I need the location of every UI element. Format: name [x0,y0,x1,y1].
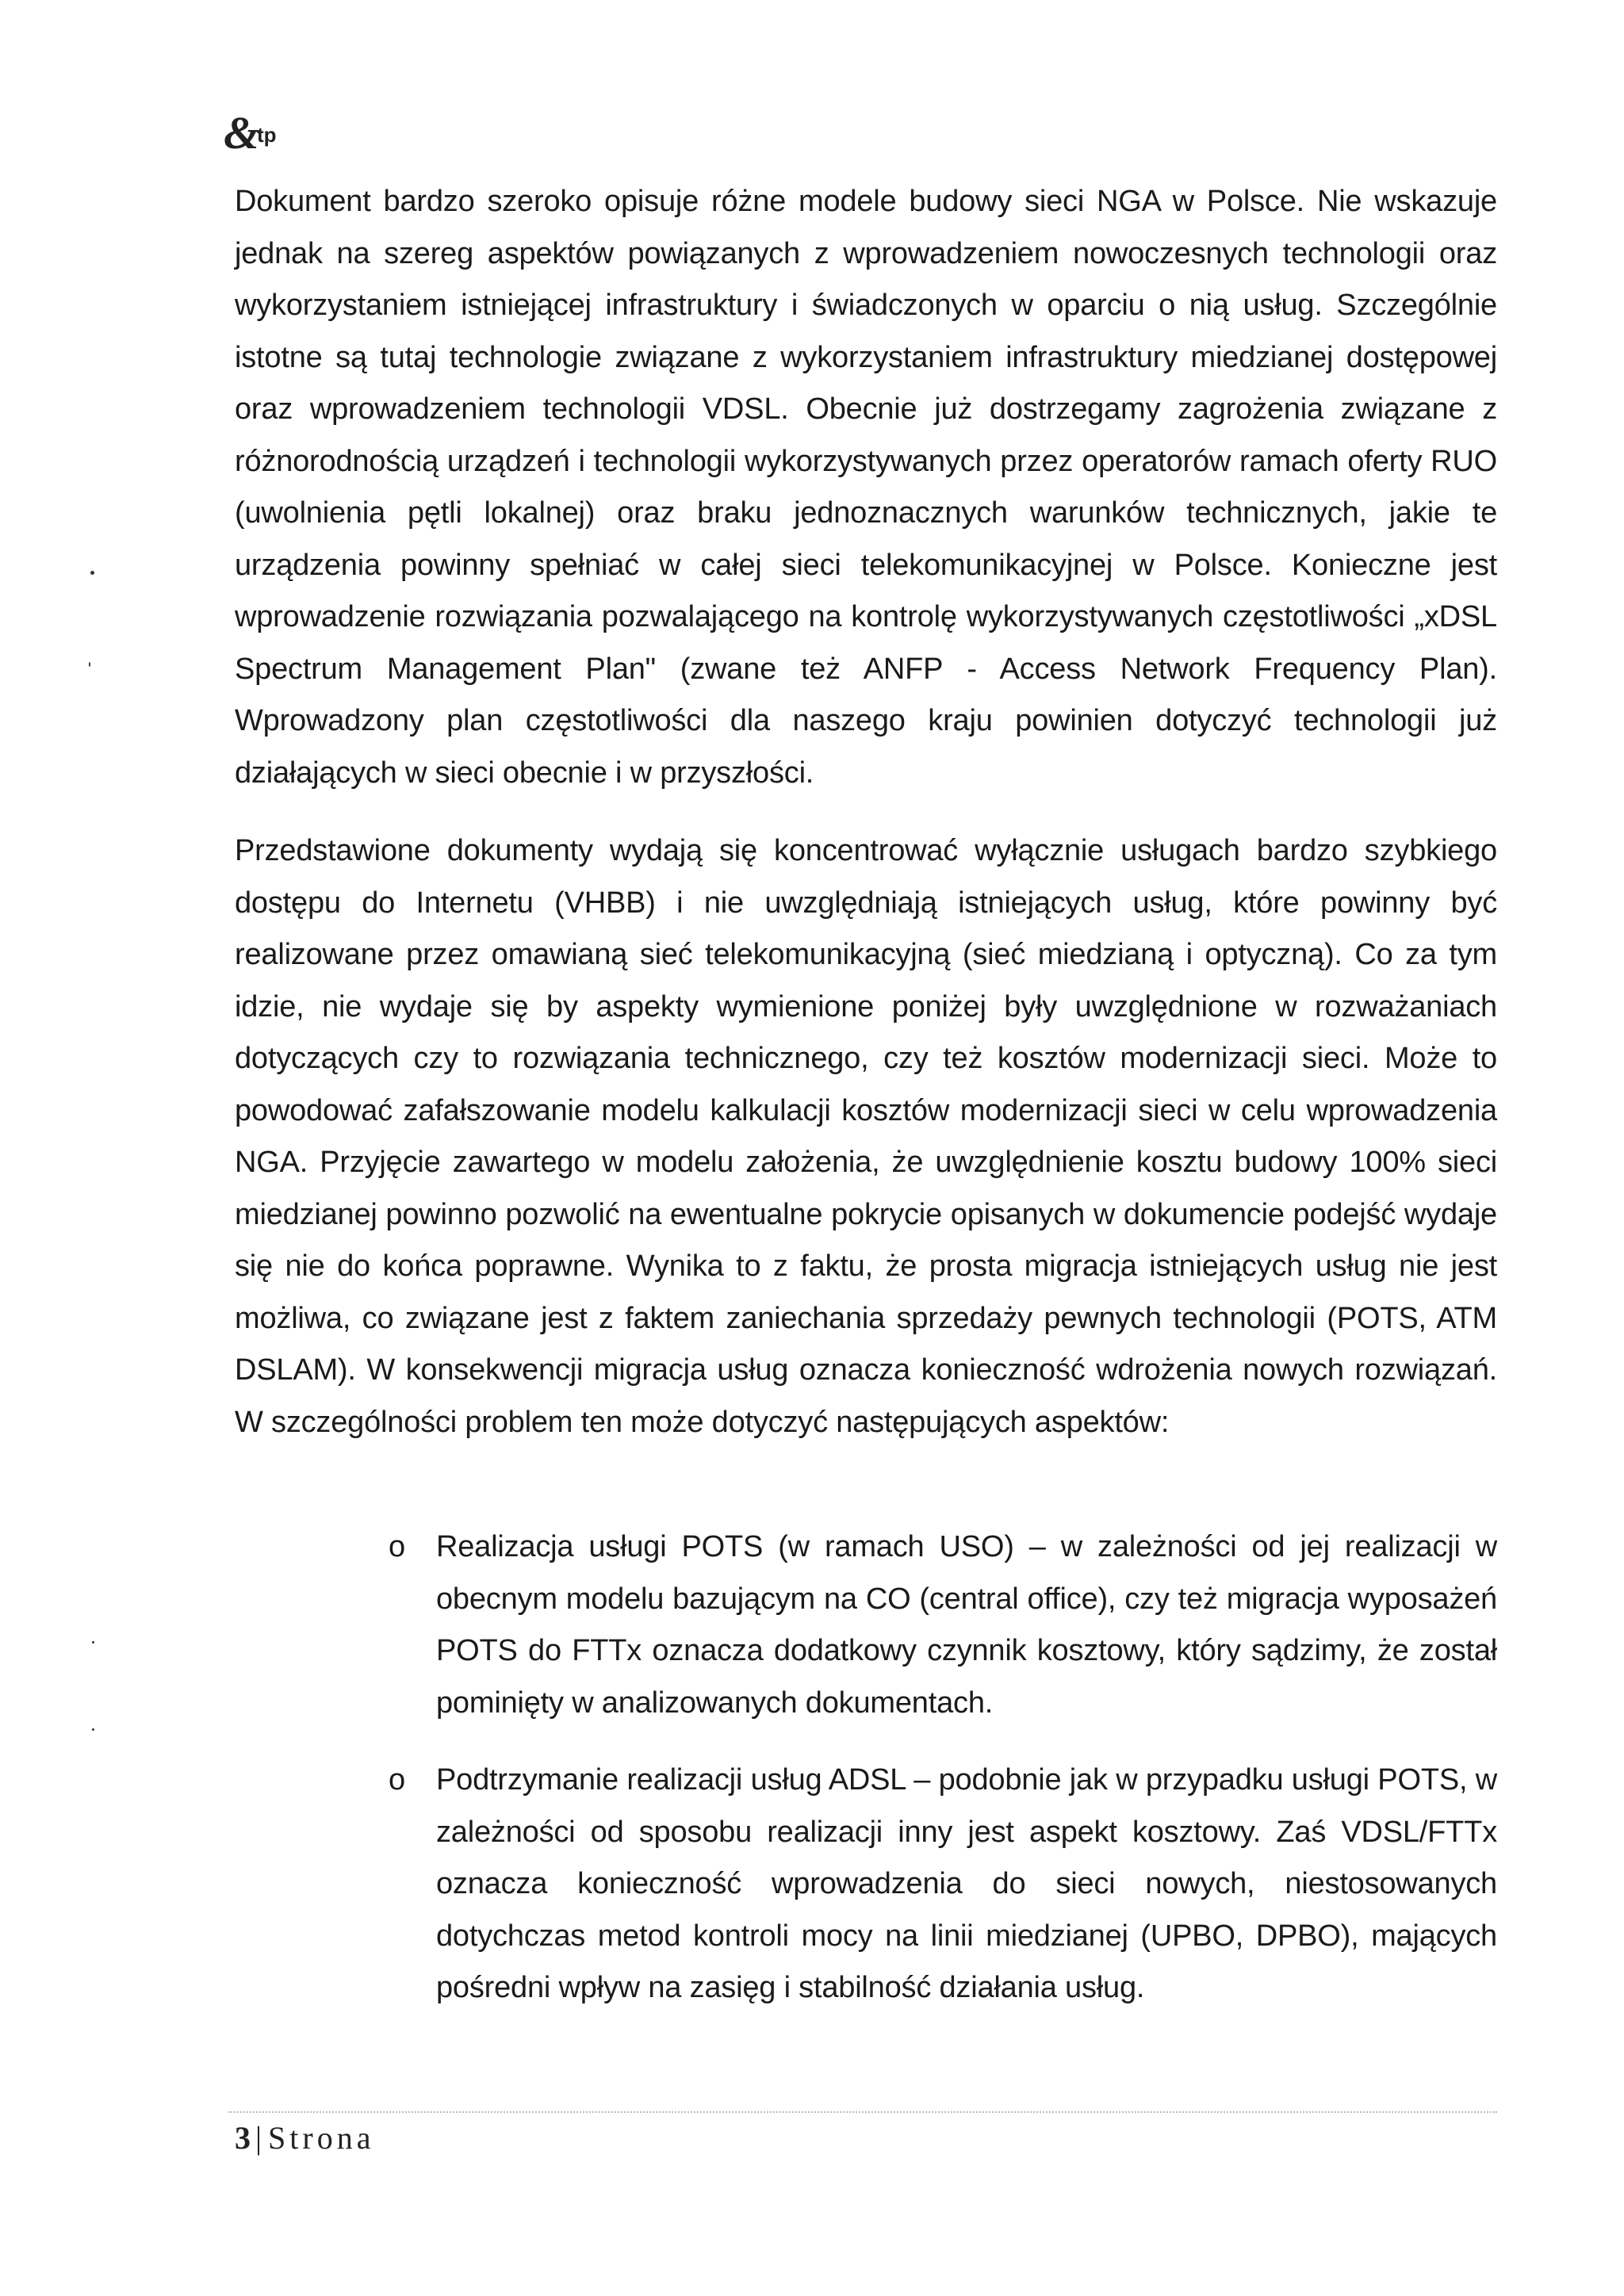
body-paragraph-2: Przedstawione dokumenty wydają się koncentrować wyłącznie usługach bardzo szybkiego dostępu do Internetu (VHBB) i nie uwzględniają istniejących usług, które powinny być realizowane przez omawianą sieć telekomunikacyjną (sieć miedzianą i optyczną). Co za tym idzie, nie wydaje się by aspekty wymienione poniżej były uwzględnione w rozważaniach dotyczących czy to rozwiązania technicznego, czy też kosztów modernizacji sieci. Może to powodować zafałszowanie modelu kalkulacji kosztów modernizacji sieci w celu wprowadzenia NGA. Przyjęcie zawartego w modelu założenia, że uwzględnienie kosztu budowy 100% sieci miedzianej powinno pozwolić na ewentualne pokrycie opisanych w dokumencie podejść wydaje się nie do końca poprawne. Wynika to z faktu, że prosta migracja istniejących usług nie jest możliwa, co związane jest z faktem zaniechania sprzedaży pewnych technologii (POTS, ATM DSLAM). W konsekwencji migracja usług oznacza konieczność wdrożenia nowych rozwiązań. W szczególności problem ten może dotyczyć następujących aspektów: [235,834,1497,1439]
scan-speck [92,1728,94,1731]
bullet-item-pots: Realizacja usługi POTS (w ramach USO) – w zależności od jej realizacji w obecnym modelu bazującym na CO (central office), czy też migracja wyposażeń POTS do FTTx oznacza dodatkowy czynnik kosztowy, który sądzimy, że został pominięty w analizowanych dokumentach. [436,1530,1497,1720]
bullet-marker: o [389,1530,406,1563]
logo-mark: & [224,107,260,159]
footer-divider [228,2111,1497,2113]
page-number: 3 [235,2120,251,2156]
company-logo [224,109,319,157]
page-footer [235,2118,374,2158]
logo-text: tp [257,123,277,147]
body-paragraph-1: Dokument bardzo szeroko opisuje różne modele budowy sieci NGA w Polsce. Nie wskazuje jednak na szereg aspektów powiązanych z wprowadzeniem nowoczesnych technologii oraz wykorzystaniem istniejącej infrastruktury i świadczonych w oparciu o nią usług. Szczególnie istotne są tutaj technologie związane z wykorzystaniem infrastruktury miedzianej dostępowej oraz wprowadzeniem technologii VDSL. Obecnie już dostrzegamy zagrożenia związane z różnorodnością urządzeń i technologii wykorzystywanych przez operatorów ramach oferty RUO (uwolnienia pętli lokalnej) oraz braku jednoznacznych warunków technicznych, jakie te urządzenia powinny spełniać w całej sieci telekomunikacyjnej w Polsce. Konieczne jest wprowadzenie rozwiązania pozwalającego na kontrolę wykorzystywanych częstotliwości „xDSL Spectrum Management Plan" (zwane też ANFP - Access Network Frequency Plan). Wprowadzony plan częstotliwości dla naszego kraju powinien dotyczyć technologii już działających w sieci obecnie i w przyszłości. [235,185,1497,790]
scan-speck [89,662,90,667]
bullet-item-adsl: Podtrzymanie realizacji usług ADSL – podobnie jak w przypadku usługi POTS, w zależności od sposobu realizacji inny jest aspekt kosztowy. Zaś VDSL/FTTx oznacza konieczność wprowadzenia do sieci nowych, niestosowanych dotychczas metod kontroli mocy na linii miedzianej (UPBO, DPBO), mających pośredni wpływ na zasięg i stabilność działania usług. [436,1763,1497,2004]
footer-separator: | [255,2120,262,2156]
scan-speck [92,1641,94,1644]
page-label: Strona [268,2120,375,2156]
bullet-marker: o [389,1763,406,1797]
scan-speck [90,571,94,575]
